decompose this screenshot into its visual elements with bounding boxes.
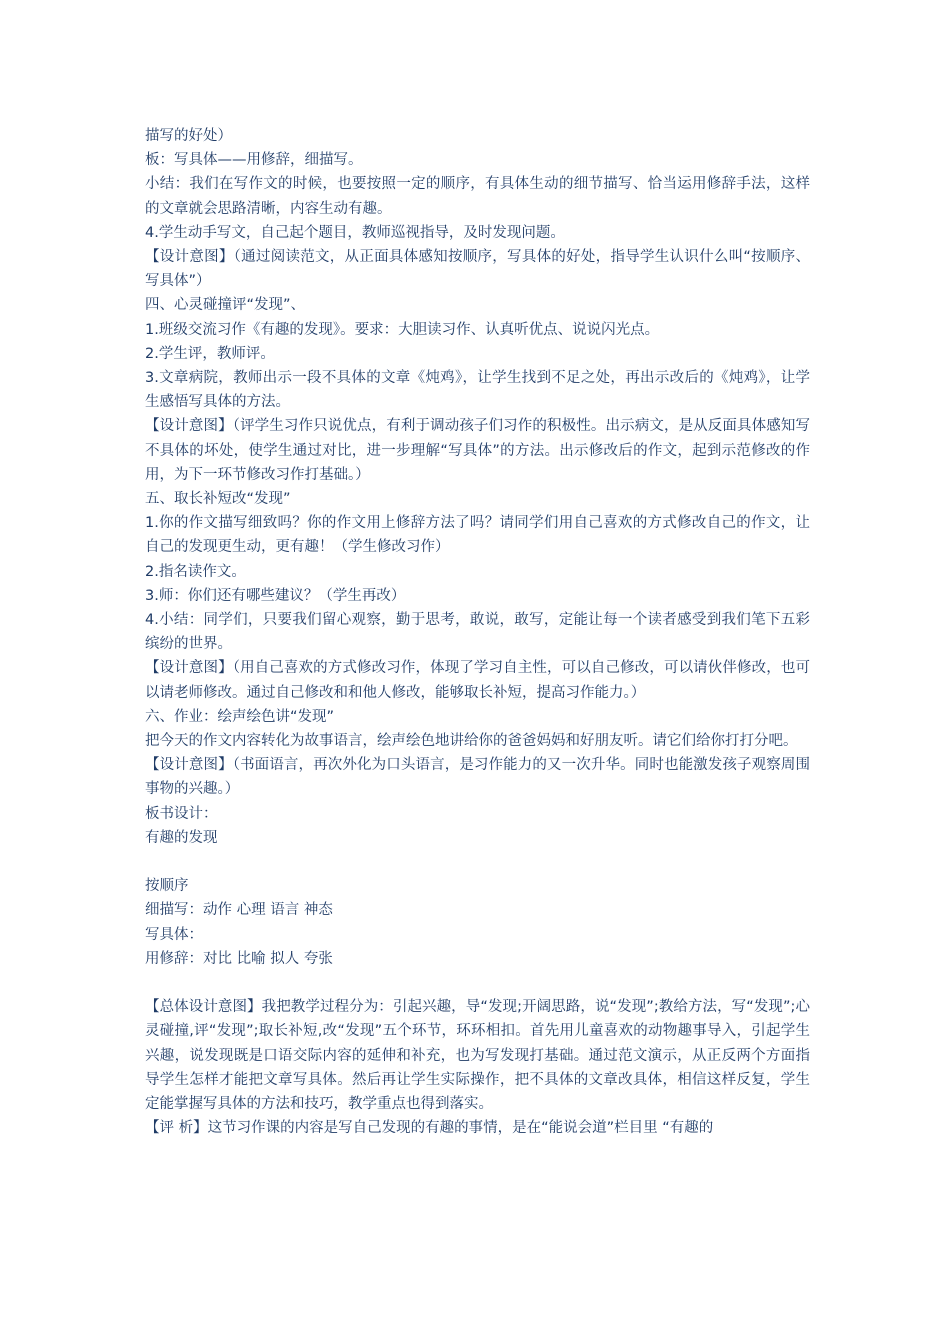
paragraph: 板：写具体——用修辞，细描写。 [145,152,363,169]
document-body [145,124,810,1141]
board-line: 用修辞：对比 比喻 拟人 夸张 [145,950,333,967]
section-heading: 四、心灵碰撞评“发现”、 [145,297,306,314]
board-line: 写具体： [145,926,203,943]
board-title: 有趣的发现 [145,829,218,846]
paragraph: 2.学生评，教师评。 [145,345,275,362]
design-intent-paragraph: 【设计意图】（用自己喜欢的方式修改习作，体现了学习自主性，可以自己修改，可以请伙伴修改，也可以请老师修改。通过自己修改和和他人修改，能够取长补短，提高习作能力。） [145,660,810,701]
section-heading: 五、取长补短改“发现” [145,491,291,508]
paragraph: 3.文章病院，教师出示一段不具体的文章《炖鸡》，让学生找到不足之处，再出示改后的《炖鸡》，让学生感悟写具体的方法。 [145,370,810,411]
paragraph: 4.学生动手写文，自己起个题目，教师巡视指导，及时发现问题。 [145,224,565,241]
design-intent-paragraph: 【设计意图】（通过阅读范文，从正面具体感知按顺序，写具体的好处，指导学生认识什么叫“按顺序、写具体”） [145,249,810,290]
board-design-heading: 板书设计： [145,805,218,822]
overall-design-paragraph: 【总体设计意图】我把教学过程分为：引起兴趣，导“发现;开阔思路，说“发现”;教给方法，写“发现”;心灵碰撞,评“发现”;取长补短,改“发现”五个环节，环环相扣。首先用儿童喜欢的动物趣事导入，引起学生兴趣，说发现既是口语交际内容的延伸和补充，也为写发现打基础。通过范文演示，从正反两个方面指导学生怎样才能把文章写具体。然后再让学生实际操作，把不具体的文章改具体，相信这样反复，学生定能掌握写具体的方法和技巧，教学重点也得到落实。 [145,999,810,1113]
paragraph: 小结：我们在写作文的时候，也要按照一定的顺序，有具体生动的细节描写、恰当运用修辞手法，这样的文章就会思路清晰，内容生动有趣。 [145,176,810,217]
paragraph: 1.你的作文描写细致吗？你的作文用上修辞方法了吗？请同学们用自己喜欢的方式修改自己的作文，让自己的发现更生动，更有趣！（学生修改习作） [145,515,810,556]
paragraph: 描写的好处） [145,128,232,144]
section-heading: 六、作业：绘声绘色讲“发现” [145,708,335,725]
analysis-paragraph: 【评 析】这节习作课的内容是写自己发现的有趣的事情，是在“能说会道”栏目里 “有趣的 [145,1120,714,1137]
design-intent-paragraph: 【设计意图】（书面语言，再次外化为口头语言，是习作能力的又一次升华。同时也能激发孩子观察周围事物的兴趣。） [145,757,810,798]
paragraph: 把今天的作文内容转化为故事语言，绘声绘色地讲给你的爸爸妈妈和好朋友听。请它们给你打打分吧。 [145,733,798,750]
paragraph: 3.师：你们还有哪些建议？（学生再改） [145,587,406,604]
paragraph: 2.指名读作文。 [145,563,246,580]
blank-line [145,850,810,874]
board-line: 按顺序 [145,878,189,895]
blank-line [145,971,810,995]
paragraph: 4.小结：同学们，只要我们留心观察，勤于思考，敢说，敢写，定能让每一个读者感受到我们笔下五彩缤纷的世界。 [145,612,810,653]
design-intent-paragraph: 【设计意图】（评学生习作只说优点，有利于调动孩子们习作的积极性。出示病文，是从反面具体感知写不具体的坏处，使学生通过对比，进一步理解“写具体”的方法。出示修改后的作文，起到示范修改的作用，为下一环节修改习作打基础。） [145,418,810,483]
paragraph: 1.班级交流习作《有趣的发现》。要求：大胆读习作、认真听优点、说说闪光点。 [145,321,660,338]
board-line: 细描写：动作 心理 语言 神态 [145,902,333,919]
